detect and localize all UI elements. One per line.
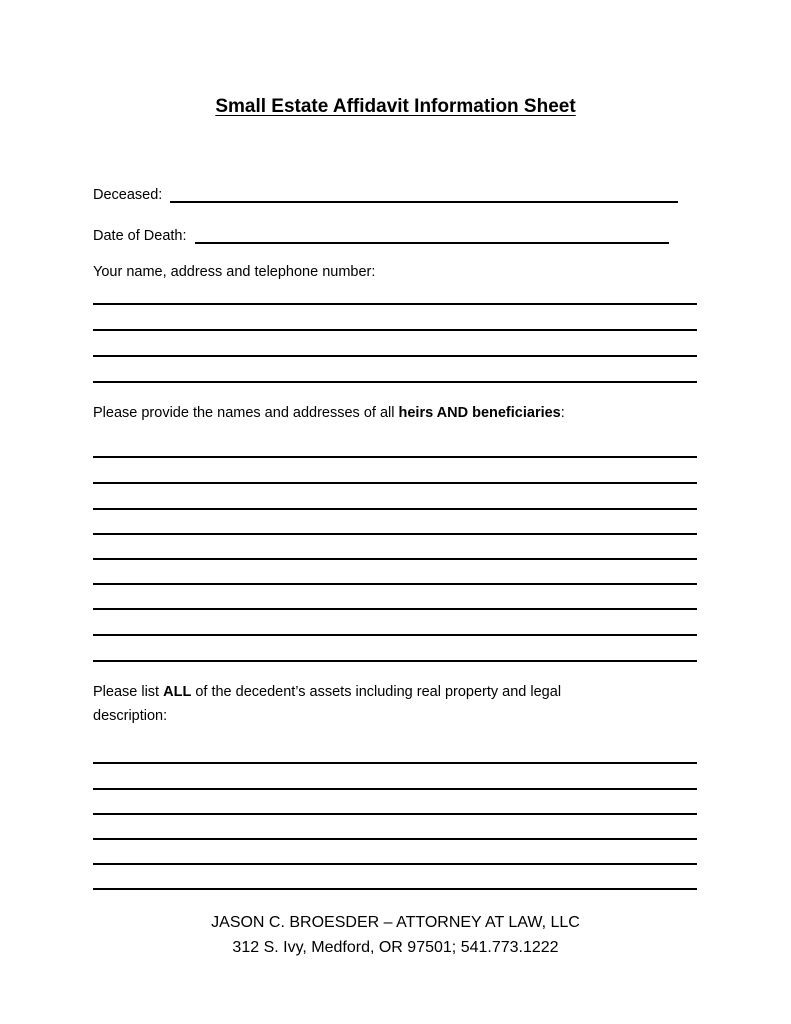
your-info-line[interactable] bbox=[93, 303, 697, 305]
date-of-death-field bbox=[93, 227, 669, 245]
assets-line[interactable] bbox=[93, 838, 697, 840]
heirs-prompt-text: Please provide the names and addresses of all bbox=[93, 405, 399, 421]
heirs-line[interactable] bbox=[93, 482, 697, 484]
footer-address: 312 S. Ivy, Medford, OR 97501; 541.773.1222 bbox=[232, 939, 559, 956]
heirs-line[interactable] bbox=[93, 634, 697, 636]
your-info-line[interactable] bbox=[93, 381, 697, 383]
deceased-blank-line[interactable] bbox=[170, 187, 678, 203]
heirs-line[interactable] bbox=[93, 456, 697, 458]
assets-line[interactable] bbox=[93, 888, 697, 890]
deceased-label: Deceased: bbox=[93, 187, 163, 203]
assets-prompt-rest: of the decedent’s assets including real property and legal bbox=[191, 684, 562, 700]
assets-prompt-text: Please list bbox=[93, 684, 164, 700]
assets-line[interactable] bbox=[93, 863, 697, 865]
assets-prompt-line2: description: bbox=[93, 708, 168, 724]
heirs-prompt-bold: heirs AND beneficiaries bbox=[398, 405, 561, 421]
assets-line[interactable] bbox=[93, 813, 697, 815]
heirs-line[interactable] bbox=[93, 558, 697, 560]
page-title: Small Estate Affidavit Information Sheet bbox=[215, 96, 576, 117]
date-of-death-blank-line[interactable] bbox=[195, 228, 669, 244]
your-info-prompt: Your name, address and telephone number: bbox=[93, 264, 376, 280]
your-info-line[interactable] bbox=[93, 329, 697, 331]
footer-firm-name: JASON C. BROESDER – ATTORNEY AT LAW, LLC bbox=[211, 914, 580, 931]
heirs-line[interactable] bbox=[93, 660, 697, 662]
heirs-prompt bbox=[93, 401, 565, 425]
date-of-death-label: Date of Death: bbox=[93, 228, 187, 244]
heirs-prompt-colon: : bbox=[560, 405, 565, 421]
assets-prompt-bold: ALL bbox=[163, 684, 192, 700]
heirs-line[interactable] bbox=[93, 608, 697, 610]
assets-prompt bbox=[93, 680, 561, 728]
your-info-line[interactable] bbox=[93, 355, 697, 357]
assets-line[interactable] bbox=[93, 762, 697, 764]
assets-line[interactable] bbox=[93, 788, 697, 790]
deceased-field bbox=[93, 186, 678, 204]
heirs-line[interactable] bbox=[93, 508, 697, 510]
heirs-line[interactable] bbox=[93, 533, 697, 535]
heirs-line[interactable] bbox=[93, 583, 697, 585]
